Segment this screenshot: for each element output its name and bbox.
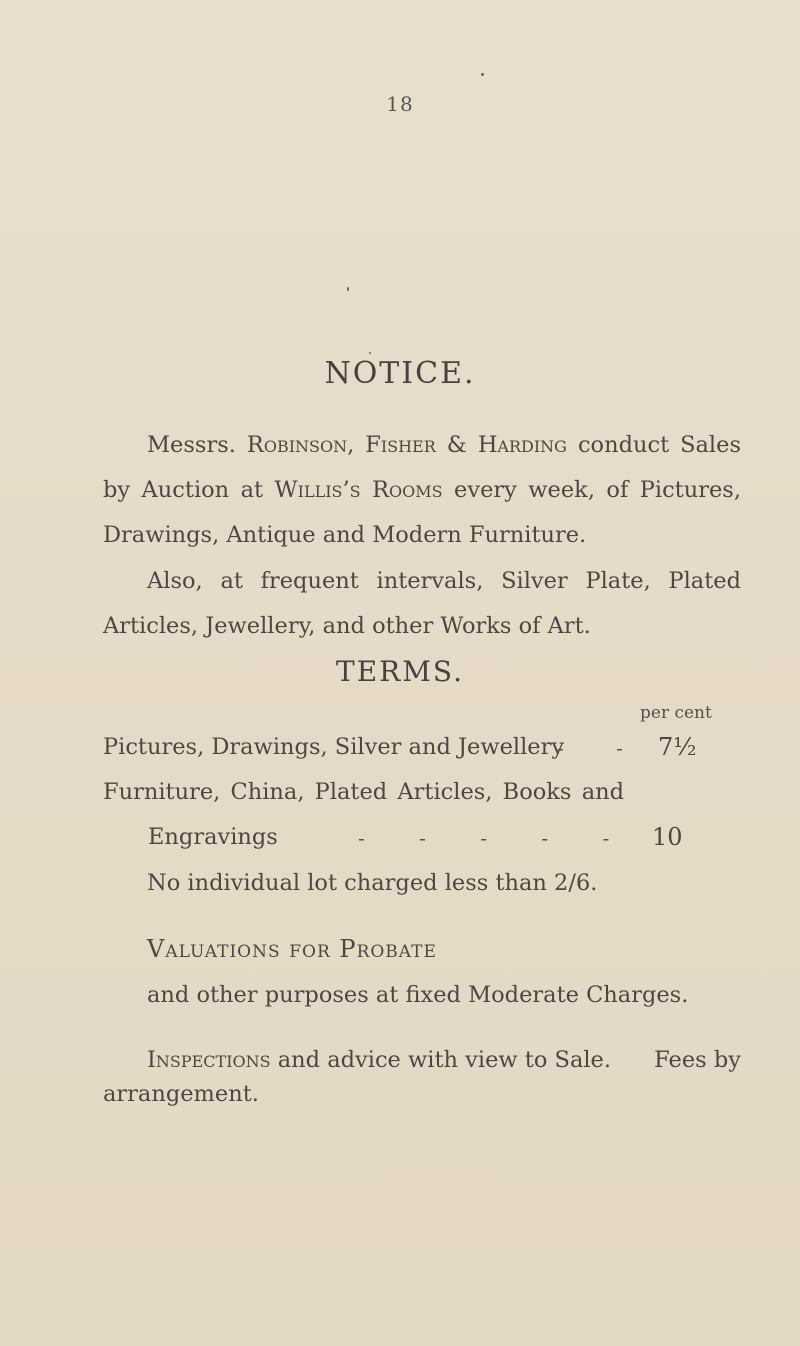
notice-paragraph-2-line-1: Also, at frequent intervals, Silver Plate, Plated	[147, 568, 741, 594]
venue-name: Willis’s Rooms	[274, 477, 443, 503]
inspections-lead: Inspections	[147, 1047, 271, 1073]
terms-row-2-leader: - - - - -	[358, 826, 610, 850]
firm-name: Robinson, Fisher	[246, 432, 436, 458]
notice-paragraph-1-line-3: Drawings, Antique and Modern Furniture.	[103, 522, 587, 548]
terms-row-2-rate: 10	[652, 823, 683, 851]
terms-row-1-leader: - -	[557, 736, 623, 760]
terms-row-1-rate: 7½	[658, 733, 697, 761]
notice-paragraph-1-line-2: by Auction at Willis’s Rooms every week, of Pictures,	[103, 477, 741, 503]
inspections-line-1: Inspections and advice with view to Sale. Fees by	[147, 1047, 741, 1073]
notice-paragraph-2-line-2: Articles, Jewellery, and other Works of Art.	[103, 613, 591, 639]
inspections-line-2: arrangement.	[103, 1081, 259, 1107]
notice-paragraph-1-line-1: Messrs. Robinson, Fisher & Harding conduct Sales	[147, 432, 741, 458]
ink-speck	[347, 287, 349, 291]
valuations-text: and other purposes at fixed Moderate Charges.	[147, 982, 689, 1008]
terms-row-1-label: Pictures, Drawings, Silver and Jewellery	[103, 734, 565, 760]
per-cent-header: per cent	[640, 703, 712, 723]
fees-text: Fees by	[654, 1047, 741, 1073]
valuations-heading: Valuations for Probate	[147, 935, 437, 963]
minimum-charge-note: No individual lot charged less than 2/6.	[147, 870, 598, 896]
terms-heading: TERMS.	[336, 655, 464, 688]
notice-heading: NOTICE.	[324, 356, 476, 391]
ink-speck	[369, 352, 371, 354]
page-number: 18	[386, 92, 414, 116]
ink-speck	[481, 73, 484, 76]
terms-row-2-label-line-2: Engravings	[148, 824, 278, 850]
terms-row-2-label-line-1: Furniture, China, Plated Articles, Books and	[103, 779, 624, 805]
firm-name-harding: Harding	[477, 432, 567, 458]
